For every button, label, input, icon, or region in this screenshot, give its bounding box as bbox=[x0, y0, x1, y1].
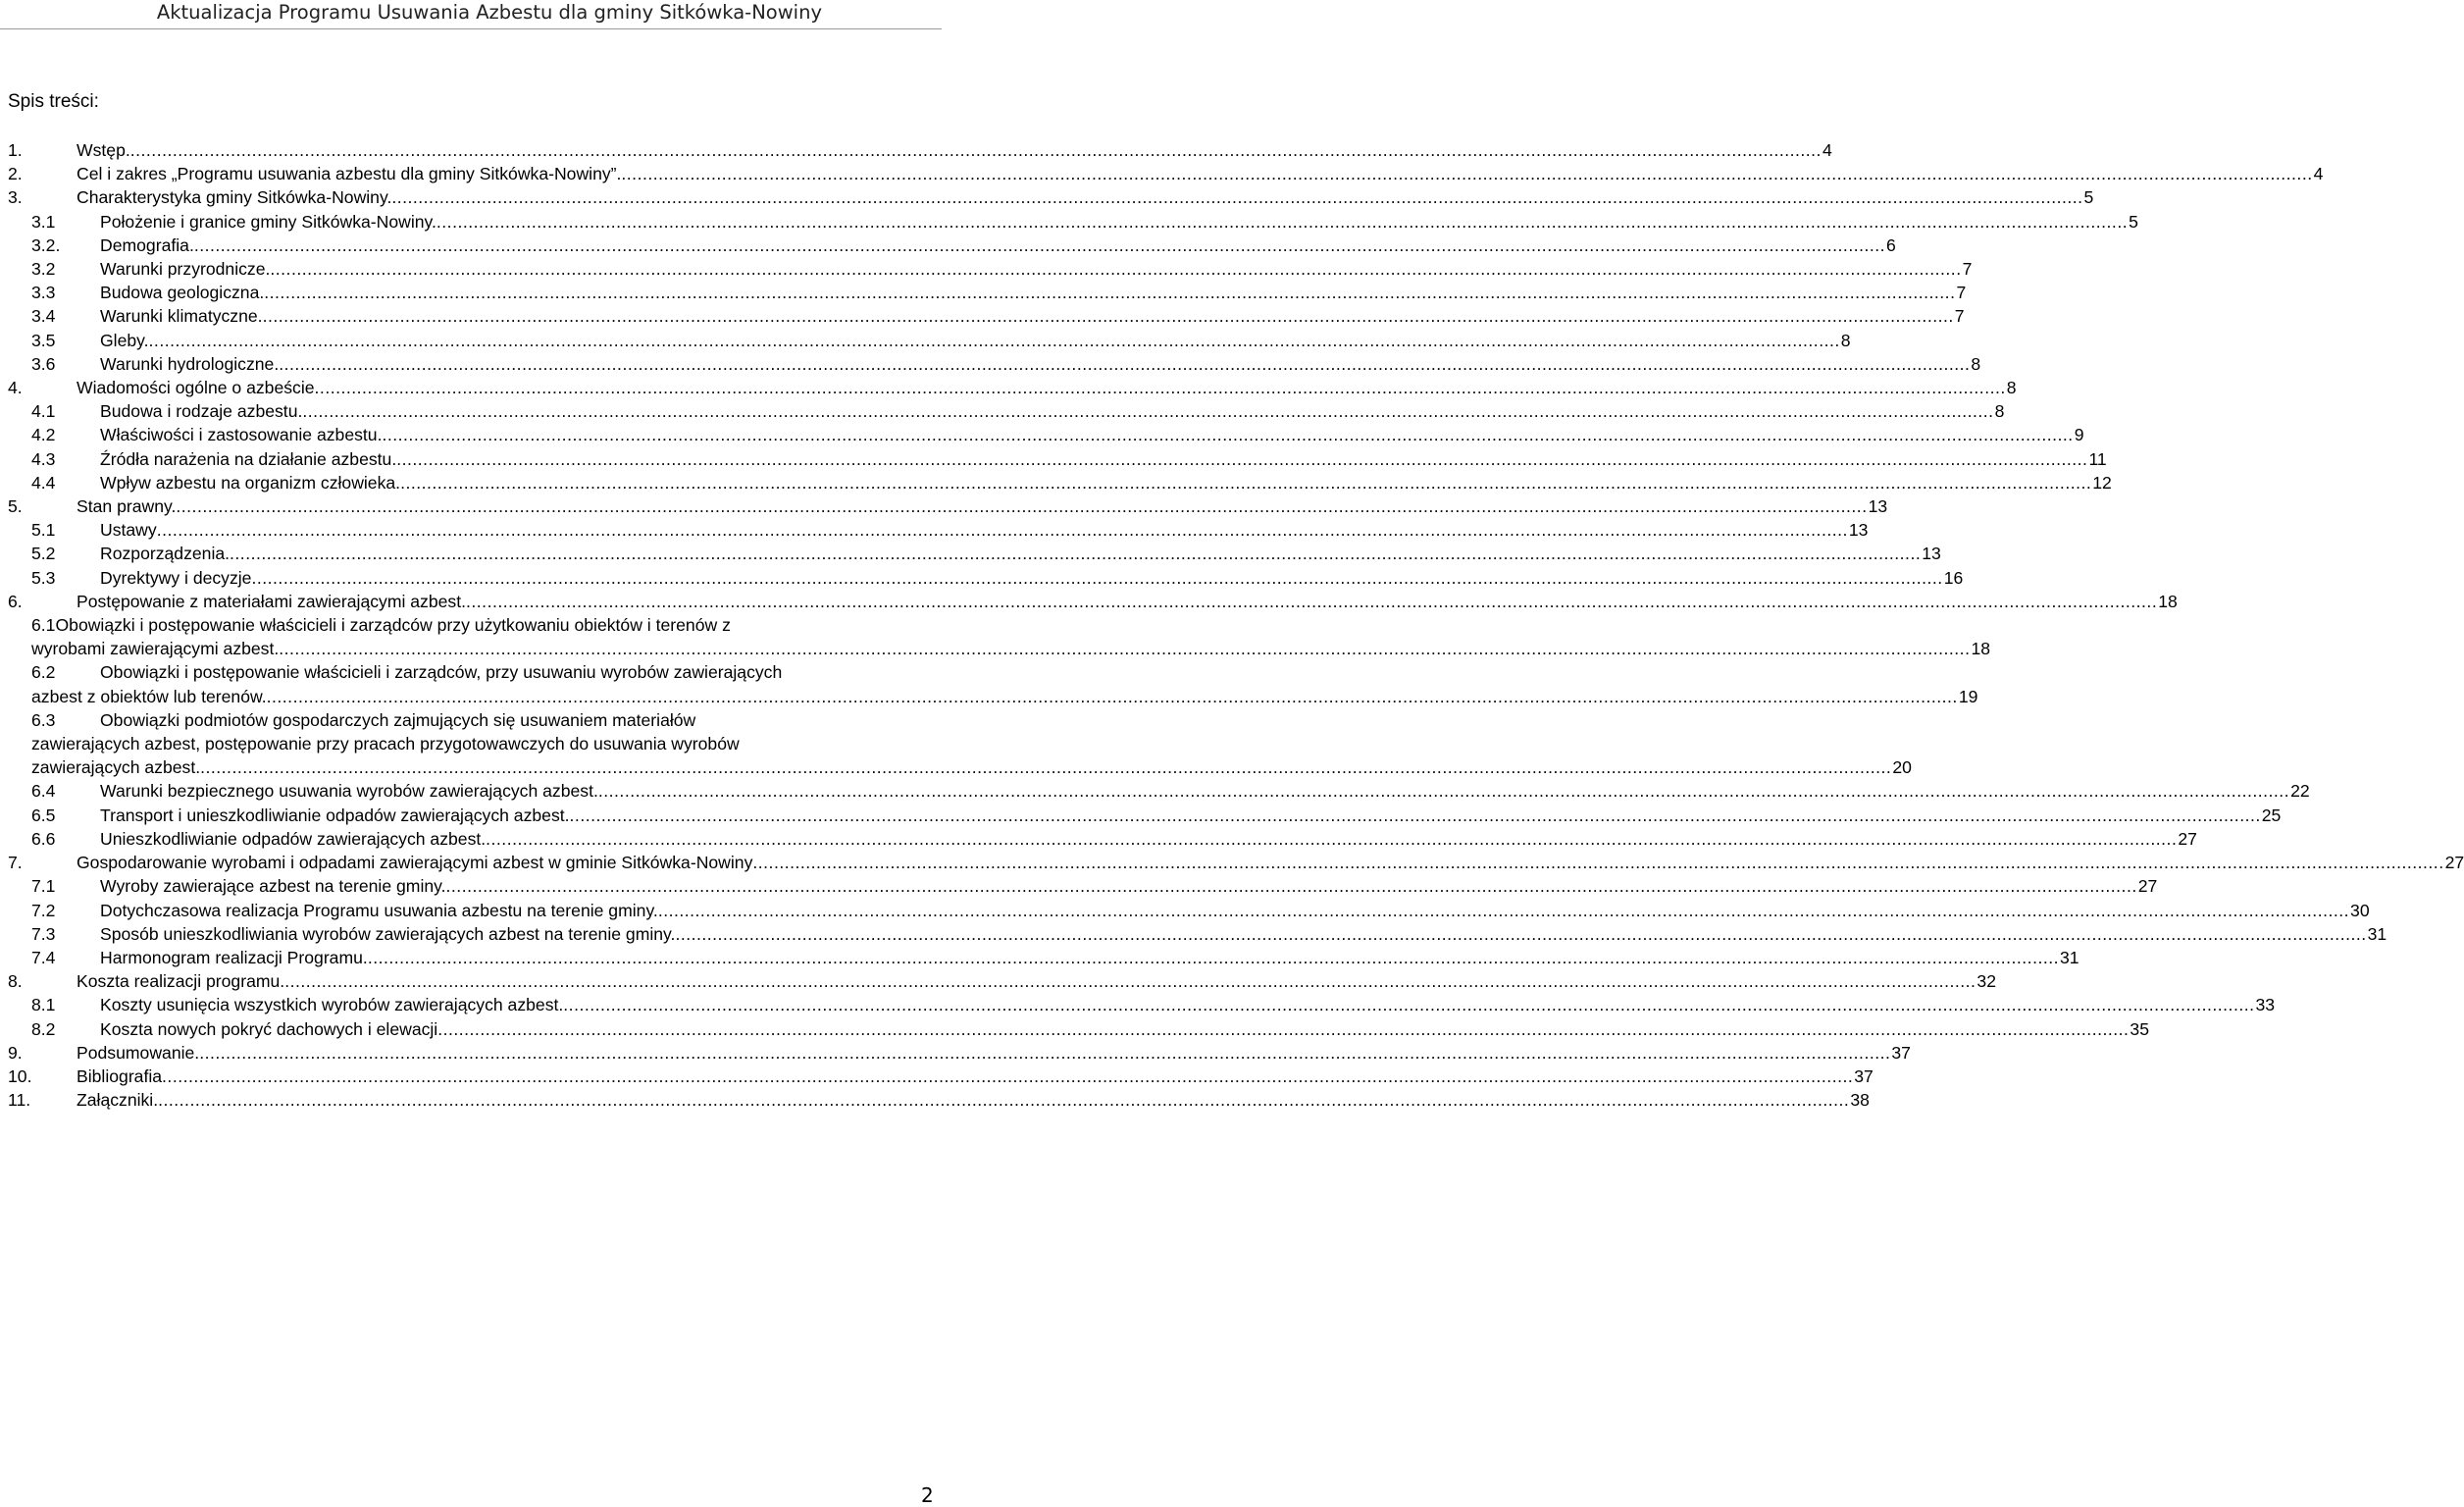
toc-leader-dots bbox=[267, 685, 1958, 708]
toc-entry-number: 4.2 bbox=[31, 425, 56, 445]
toc-leader-dots bbox=[158, 1088, 1849, 1112]
toc-leader-dots bbox=[157, 518, 1848, 542]
toc-entry[interactable] bbox=[8, 827, 2197, 851]
toc-entry-title: Załączniki. bbox=[77, 1090, 159, 1111]
toc-entry-page: 20 bbox=[1892, 757, 1912, 778]
toc-entry[interactable] bbox=[8, 423, 2084, 446]
toc-entry-page: 25 bbox=[2261, 805, 2282, 825]
toc-entry-page: 13 bbox=[1868, 496, 1888, 517]
toc-entry-number: 7.2 bbox=[31, 900, 56, 920]
toc-entry[interactable] bbox=[8, 590, 2178, 613]
toc-entry-page: 4 bbox=[1822, 140, 1832, 160]
toc-entry[interactable] bbox=[8, 542, 1941, 565]
toc-entry-page: 5 bbox=[2083, 187, 2094, 208]
toc-entry-title: Wpływ azbestu na organizm człowieka. bbox=[100, 472, 401, 493]
toc-entry-title: Wyroby zawierające azbest na terenie gminy. bbox=[100, 876, 446, 897]
toc-heading: Spis treści: bbox=[8, 91, 99, 112]
toc-entry-title: Dyrektywy i decyzje bbox=[100, 567, 252, 588]
toc-entry-title: Warunki przyrodnicze. bbox=[100, 259, 271, 280]
toc-entry[interactable] bbox=[8, 660, 1978, 707]
toc-entry[interactable] bbox=[8, 969, 1996, 993]
toc-entry-title: Unieszkodliwianie odpadów zawierających azbest. bbox=[100, 828, 487, 849]
toc-entry-number: 6. bbox=[8, 591, 23, 611]
toc-leader-dots bbox=[391, 185, 2082, 209]
toc-entry-title: Obowiązki i postępowanie właścicieli i zarządców przy użytkowaniu obiektów i terenów z bbox=[55, 615, 731, 636]
toc-entry-number: 8. bbox=[8, 971, 23, 992]
toc-leader-dots bbox=[752, 851, 2443, 874]
toc-leader-dots bbox=[230, 542, 1921, 565]
toc-entry-title: Warunki hydrologiczne. bbox=[100, 353, 280, 374]
toc-entry-page: 7 bbox=[1954, 306, 1965, 327]
toc-entry-page: 13 bbox=[1922, 544, 1941, 564]
toc-entry[interactable] bbox=[8, 922, 2387, 946]
toc-entry-number: 6.6 bbox=[31, 828, 56, 849]
toc-leader-dots bbox=[446, 874, 2137, 898]
toc-entry-page: 6 bbox=[1886, 234, 1896, 255]
toc-entry-page: 7 bbox=[1962, 259, 1973, 280]
toc-entry-number: 6.1 bbox=[31, 615, 56, 636]
toc-leader-dots bbox=[436, 210, 2128, 234]
toc-leader-dots bbox=[149, 329, 1840, 352]
toc-entry[interactable] bbox=[8, 874, 2158, 898]
toc-entry-page: 8 bbox=[1840, 330, 1851, 350]
toc-entry-title: Stan prawny. bbox=[77, 496, 177, 517]
toc-entry[interactable] bbox=[8, 993, 2276, 1016]
toc-entry-page: 38 bbox=[1850, 1090, 1870, 1111]
toc-entry-page: 33 bbox=[2255, 995, 2276, 1015]
toc-entry-title: Właściwości i zastosowanie azbestu. bbox=[100, 425, 383, 445]
toc-entry-title: Źródła narażenia na działanie azbestu. bbox=[100, 448, 397, 469]
toc-entry-number: 3.4 bbox=[31, 306, 56, 327]
toc-entry-page: 27 bbox=[2178, 828, 2197, 849]
toc-entry[interactable] bbox=[8, 804, 2282, 827]
toc-entry-number: 3.5 bbox=[31, 330, 56, 350]
toc-entry-title: Ustawy bbox=[100, 520, 157, 541]
toc-leader-dots bbox=[598, 779, 2289, 803]
toc-entry-number: 6.2 bbox=[31, 662, 56, 683]
toc-leader-dots bbox=[251, 566, 1942, 590]
toc-entry-page: 8 bbox=[2006, 378, 2017, 398]
toc-entry-title-continued: wyrobami zawierającymi azbest. bbox=[31, 639, 280, 659]
toc-leader-dots bbox=[302, 399, 1993, 423]
toc-leader-dots bbox=[437, 1017, 2129, 1041]
toc-leader-dots bbox=[563, 993, 2254, 1016]
toc-entry-number: 4.4 bbox=[31, 472, 56, 493]
toc-entry-title: Podsumowanie. bbox=[77, 1042, 200, 1063]
page-number: 2 bbox=[921, 1483, 934, 1507]
toc-entry[interactable] bbox=[8, 708, 1912, 780]
toc-entry-number: 9. bbox=[8, 1042, 23, 1063]
toc-leader-dots bbox=[130, 138, 1822, 162]
toc-entry-title: Dotychczasowa realizacja Programu usuwania azbestu na terenie gminy. bbox=[100, 900, 658, 920]
toc-entry-title: Obowiązki i postępowanie właścicieli i zarządców, przy usuwaniu wyrobów zawierających bbox=[100, 662, 783, 683]
toc-entry[interactable] bbox=[8, 851, 2464, 874]
toc-entry-number: 6.3 bbox=[31, 709, 56, 730]
toc-entry-title: Charakterystyka gminy Sitkówka-Nowiny. bbox=[77, 187, 392, 208]
toc-entry[interactable] bbox=[8, 138, 1832, 162]
toc-entry-number: 2. bbox=[8, 164, 23, 184]
toc-entry-title: Gospodarowanie wyrobami i odpadami zawierającymi azbest w gminie Sitkówka-Nowiny bbox=[77, 853, 753, 873]
toc-entry[interactable] bbox=[8, 257, 1973, 281]
toc-leader-dots bbox=[194, 234, 1885, 257]
toc-leader-dots bbox=[199, 1041, 1890, 1065]
toc-entry-title: Obowiązki podmiotów gospodarczych zajmujących się usuwaniem materiałów bbox=[100, 709, 696, 730]
toc-entry-title: Harmonogram realizacji Programu. bbox=[100, 947, 368, 967]
toc-entry[interactable] bbox=[8, 946, 2079, 969]
toc-entry[interactable] bbox=[8, 399, 2005, 423]
toc-entry-title: Koszta nowych pokryć dachowych i elewacji bbox=[100, 1018, 438, 1039]
toc-entry-title: Postępowanie z materiałami zawierającymi azbest. bbox=[77, 591, 467, 611]
toc-entry-title: Transport i unieszkodliwianie odpadów zawierających azbest. bbox=[100, 805, 570, 825]
toc-leader-dots bbox=[263, 304, 1954, 328]
toc-leader-dots bbox=[621, 162, 2312, 185]
toc-entry[interactable] bbox=[8, 566, 1964, 590]
toc-entry-title: Warunki klimatyczne. bbox=[100, 306, 263, 327]
toc-leader-dots bbox=[658, 899, 2349, 922]
toc-entry-page: 30 bbox=[2350, 900, 2370, 920]
toc-entry-title: Sposób unieszkodliwiania wyrobów zawierających azbest na terenie gminy. bbox=[100, 923, 676, 944]
toc-entry-page: 12 bbox=[2092, 472, 2112, 493]
toc-entry-page: 35 bbox=[2130, 1018, 2149, 1039]
toc-entry-page: 18 bbox=[2158, 591, 2178, 611]
toc-entry-number: 5.2 bbox=[31, 544, 56, 564]
toc-entry-page: 19 bbox=[1958, 686, 1978, 706]
toc-entry[interactable] bbox=[8, 329, 1851, 352]
toc-entry-number: 8.1 bbox=[31, 995, 56, 1015]
toc-leader-dots bbox=[270, 257, 1961, 281]
toc-entry-page: 4 bbox=[2313, 164, 2324, 184]
toc-entry-title-continued: zawierających azbest, postępowanie przy pracach przygotowawczych do usuwania wyrobów bbox=[31, 734, 740, 754]
toc-entry-number: 4.1 bbox=[31, 401, 56, 422]
toc-entry[interactable] bbox=[8, 613, 1991, 660]
toc-entry-page: 7 bbox=[1956, 283, 1967, 303]
toc-entry-number: 1. bbox=[8, 140, 23, 160]
toc-leader-dots bbox=[176, 494, 1867, 518]
toc-entry[interactable] bbox=[8, 1041, 1911, 1065]
toc-entry-number: 6.4 bbox=[31, 781, 56, 802]
toc-entry-number: 3.1 bbox=[31, 211, 56, 232]
toc-entry-page: 18 bbox=[1971, 639, 1991, 659]
toc-entry-title-continued: zawierających azbest. bbox=[31, 757, 201, 778]
toc-entry-number: 5. bbox=[8, 496, 23, 517]
toc-entry[interactable] bbox=[8, 304, 1965, 328]
toc-entry-number: 5.1 bbox=[31, 520, 56, 541]
toc-entry-title: Budowa i rodzaje azbestu. bbox=[100, 401, 303, 422]
toc-entry-number: 4.3 bbox=[31, 448, 56, 469]
toc-entry-title: Demografia. bbox=[100, 234, 194, 255]
toc-entry-title: Koszty usunięcia wszystkich wyrobów zawierających azbest. bbox=[100, 995, 564, 1015]
toc-entry-title: Wstęp. bbox=[77, 140, 130, 160]
toc-entry-number: 3. bbox=[8, 187, 23, 208]
toc-entry-number: 5.3 bbox=[31, 567, 56, 588]
toc-entry[interactable] bbox=[8, 899, 2370, 922]
toc-entry-page: 16 bbox=[1943, 567, 1964, 588]
toc-entry[interactable] bbox=[8, 185, 2094, 209]
toc-entry[interactable] bbox=[8, 1017, 2149, 1041]
toc-entry-page: 8 bbox=[1971, 353, 1981, 374]
toc-entry[interactable] bbox=[8, 447, 2107, 471]
toc-entry-page: 31 bbox=[2060, 947, 2079, 967]
toc-entry-title: Bibliografia bbox=[77, 1065, 163, 1086]
toc-leader-dots bbox=[315, 376, 2006, 399]
toc-entry-number: 10. bbox=[8, 1065, 32, 1086]
table-of-contents bbox=[8, 138, 2464, 1112]
toc-entry-page: 13 bbox=[1848, 520, 1869, 541]
toc-entry-page: 8 bbox=[1994, 401, 2005, 422]
toc-leader-dots bbox=[162, 1065, 1853, 1088]
toc-leader-dots bbox=[570, 804, 2261, 827]
toc-entry-title: Położenie i granice gminy Sitkówka-Nowiny. bbox=[100, 211, 436, 232]
toc-entry-number: 7. bbox=[8, 853, 23, 873]
toc-leader-dots bbox=[486, 827, 2177, 851]
toc-entry[interactable] bbox=[8, 1065, 1874, 1088]
toc-leader-dots bbox=[382, 423, 2073, 446]
toc-entry-number: 3.6 bbox=[31, 353, 56, 374]
toc-leader-dots bbox=[400, 471, 2091, 494]
toc-entry[interactable] bbox=[8, 376, 2017, 399]
toc-entry-number: 7.1 bbox=[31, 876, 56, 897]
toc-leader-dots bbox=[284, 969, 1976, 993]
toc-entry-page: 5 bbox=[2129, 211, 2138, 232]
toc-entry-page: 9 bbox=[2074, 425, 2084, 445]
toc-entry[interactable] bbox=[8, 471, 2112, 494]
toc-entry-page: 31 bbox=[2367, 923, 2387, 944]
toc-leader-dots bbox=[279, 637, 1970, 660]
toc-entry-page: 11 bbox=[2088, 448, 2107, 469]
toc-leader-dots bbox=[279, 352, 1970, 376]
toc-entry-page: 27 bbox=[2444, 853, 2464, 873]
toc-entry[interactable] bbox=[8, 779, 2310, 803]
toc-leader-dots bbox=[264, 281, 1955, 304]
toc-entry[interactable] bbox=[8, 162, 2324, 185]
toc-entry-page: 27 bbox=[2137, 876, 2158, 897]
toc-entry-number: 7.3 bbox=[31, 923, 56, 944]
toc-entry[interactable] bbox=[8, 518, 1869, 542]
toc-entry-page: 22 bbox=[2290, 781, 2310, 802]
running-header: Aktualizacja Programu Usuwania Azbestu dla gminy Sitkówka-Nowiny bbox=[156, 1, 822, 24]
toc-entry[interactable] bbox=[8, 234, 1896, 257]
toc-leader-dots bbox=[466, 590, 2157, 613]
toc-leader-dots bbox=[675, 922, 2366, 946]
toc-entry[interactable] bbox=[8, 281, 1967, 304]
toc-entry[interactable] bbox=[8, 494, 1888, 518]
toc-entry-title: Koszta realizacji programu. bbox=[77, 971, 285, 992]
toc-entry[interactable] bbox=[8, 352, 1981, 376]
toc-entry-page: 37 bbox=[1854, 1065, 1874, 1086]
toc-entry-title: Gleby. bbox=[100, 330, 149, 350]
toc-leader-dots bbox=[396, 447, 2087, 471]
toc-entry[interactable] bbox=[8, 210, 2138, 234]
toc-entry-number: 8.2 bbox=[31, 1018, 56, 1039]
toc-entry-page: 32 bbox=[1976, 971, 1996, 992]
toc-entry-title-continued: azbest z obiektów lub terenów. bbox=[31, 686, 267, 706]
toc-entry-page: 37 bbox=[1891, 1042, 1911, 1063]
toc-entry-title: Budowa geologiczna. bbox=[100, 283, 265, 303]
toc-entry-number: 3.2. bbox=[31, 234, 61, 255]
header-rule bbox=[0, 28, 942, 29]
toc-entry-title: Rozporządzenia. bbox=[100, 544, 231, 564]
toc-entry-number: 6.5 bbox=[31, 805, 56, 825]
toc-entry-title: Wiadomości ogólne o azbeście bbox=[77, 378, 315, 398]
toc-entry-number: 4. bbox=[8, 378, 23, 398]
toc-entry-title: Warunki bezpiecznego usuwania wyrobów zawierających azbest. bbox=[100, 781, 598, 802]
toc-entry-number: 11. bbox=[8, 1090, 31, 1111]
toc-entry-number: 7.4 bbox=[31, 947, 56, 967]
toc-entry-number: 3.3 bbox=[31, 283, 56, 303]
toc-entry[interactable] bbox=[8, 1088, 1870, 1112]
toc-leader-dots bbox=[200, 755, 1891, 779]
toc-entry-number: 3.2 bbox=[31, 259, 56, 280]
toc-leader-dots bbox=[368, 946, 2059, 969]
toc-entry-title: Cel i zakres „Programu usuwania azbestu dla gminy Sitkówka-Nowiny”. bbox=[77, 164, 622, 184]
